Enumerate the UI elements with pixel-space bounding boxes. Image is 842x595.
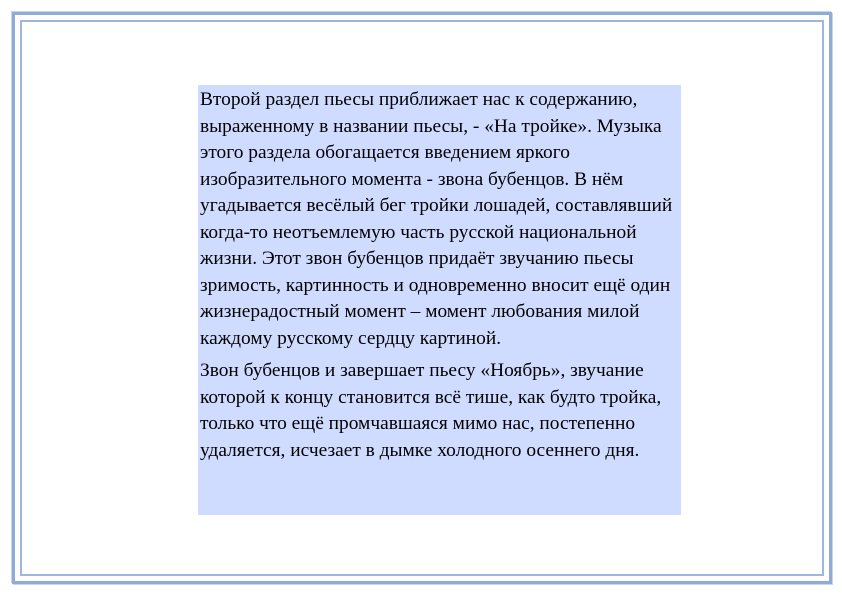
text-box [198,85,681,515]
paragraph-2: Звон бубенцов и завершает пьесу «Ноябрь», звучание которой к концу становится всё тише, как будто тройка, только что ещё промчавшаяся мимо нас, постепенно удаляется, исчезает в дымке холодного осеннего дня. [200,360,662,461]
paragraph-1: Второй раздел пьесы приближает нас к содержанию, выраженному в названии пьесы, - «На тройке». Музыка этого раздела обогащается введением яркого изобразительного момента - звона бубенцов. В нём угадывается весёлый бег тройки лошадей, составлявший когда-то неотъемлемую часть русской национальной жизни. Этот звон бубенцов придаёт звучанию пьесы зримость, картинность и одновременно вносит ещё один жизнерадостный момент – момент любования милой каждому русскому сердцу картиной. [200,89,673,349]
